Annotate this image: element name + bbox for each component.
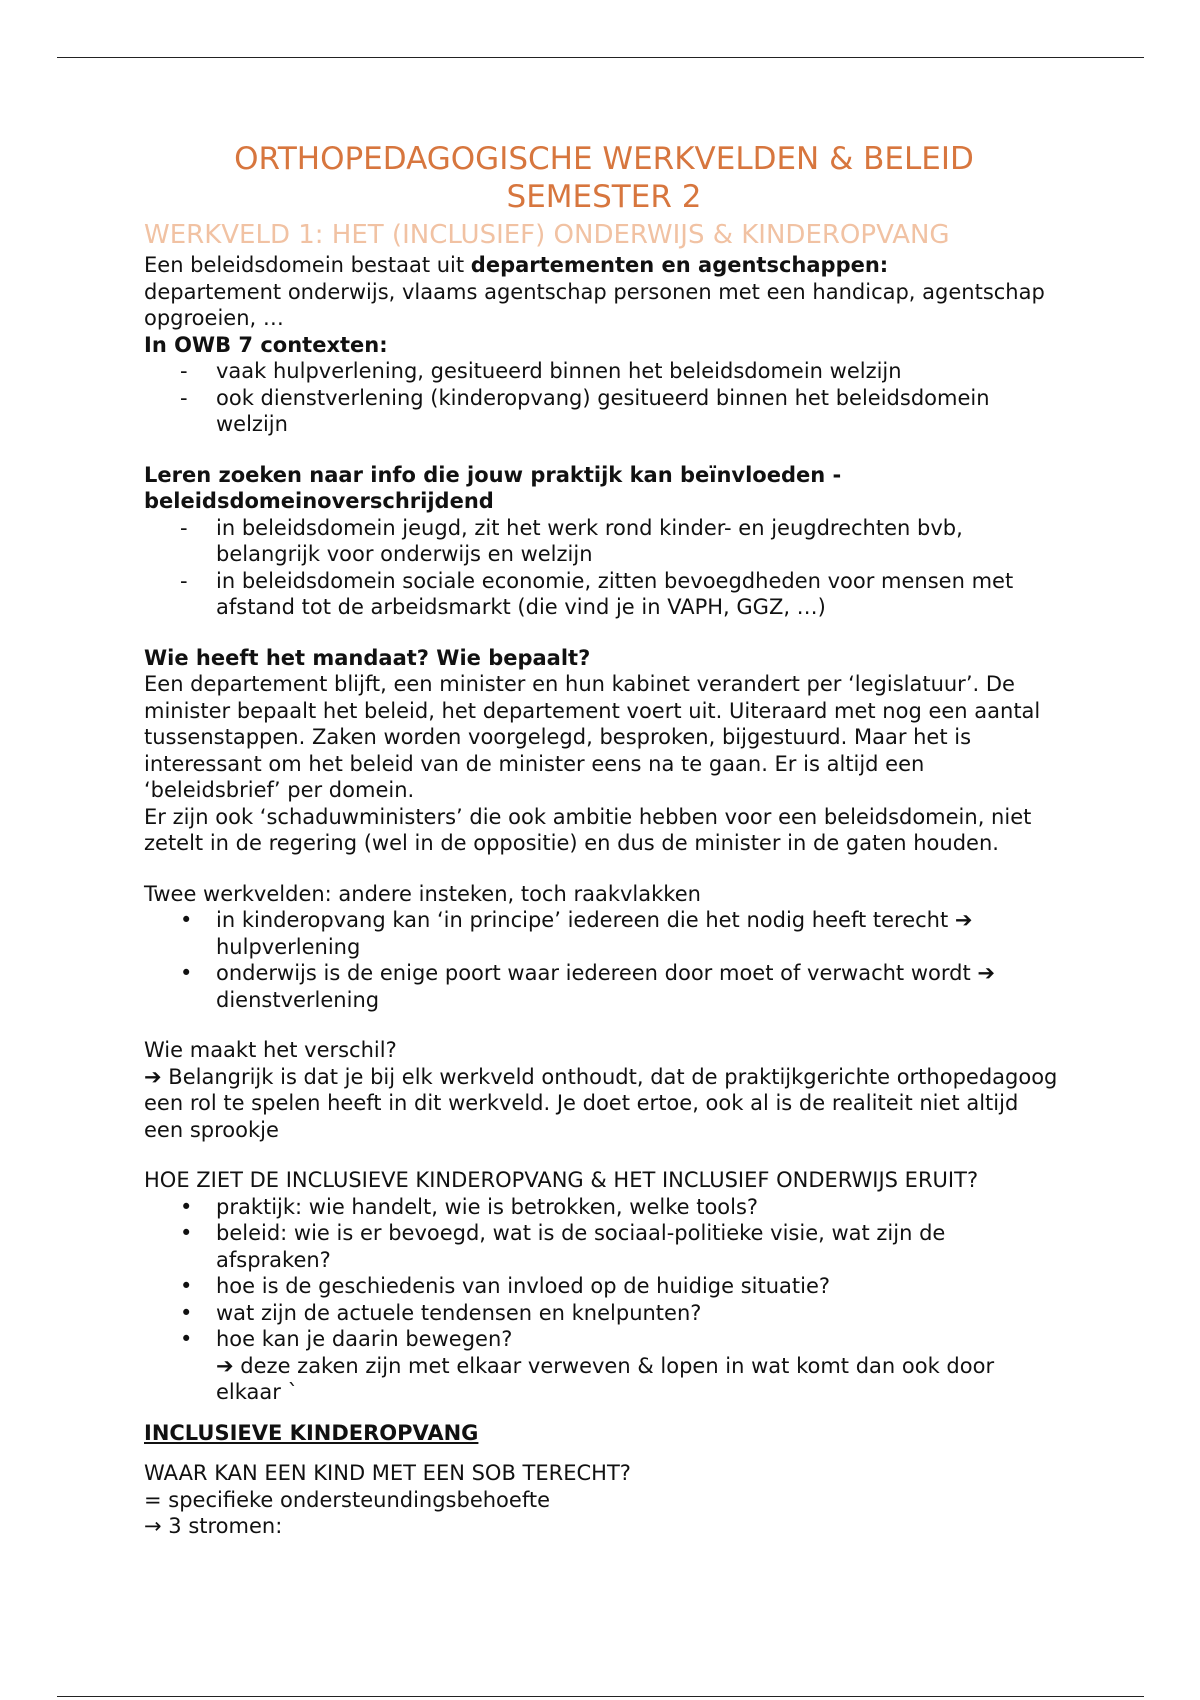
dash-marker: -	[180, 568, 188, 593]
list-item: • praktijk: wie handelt, wie is betrokken, welke tools?	[180, 1194, 759, 1219]
mandate-heading: Wie heeft het mandaat? Wie bepaalt?	[144, 645, 591, 670]
dash-marker: -	[180, 515, 188, 540]
list-item: - in beleidsdomein sociale economie, zitten bevoegdheden voor mensen met afstand tot de arbeidsmarkt (die vind je in VAPH, GGZ, …)	[180, 568, 1014, 619]
arrow-icon: ➔	[144, 1064, 162, 1089]
arrow-icon: ➔	[954, 908, 973, 932]
page-top-rule	[57, 57, 1144, 58]
info-search-list	[144, 515, 1064, 621]
mandate-paragraph-2: Er zijn ook ‘schaduwministers’ die ook ambitie hebben voor een beleidsdomein, niet zetelt in de regering (wel in de oppositie) en dus de minister in de gaten houden.	[144, 804, 1032, 855]
bullet-marker: •	[180, 908, 193, 932]
two-fields-intro: Twee werkvelden: andere insteken, toch raakvlakken	[144, 881, 701, 906]
inclusive-list	[144, 1194, 1064, 1406]
bullet-marker: •	[180, 1274, 193, 1298]
dash-marker: -	[180, 385, 188, 410]
sob-definition: = specifieke ondersteundingsbehoefte	[144, 1487, 551, 1512]
inclusive-heading: HOE ZIET DE INCLUSIEVE KINDEROPVANG & HET INCLUSIEF ONDERWIJS ERUIT?	[144, 1168, 979, 1192]
list-item: - in beleidsdomein jeugd, zit het werk rond kinder- en jeugdrechten bvb, belangrijk voor onderwijs en welzijn	[180, 515, 963, 566]
arrow-icon: ➔	[216, 1353, 234, 1378]
list-item: • wat zijn de actuele tendensen en knelpunten?	[180, 1300, 702, 1325]
list-item: - vaak hulpverlening, gesitueerd binnen het beleidsdomein welzijn	[180, 359, 902, 383]
list-item: • in kinderopvang kan ‘in principe’ iedereen die het nodig heeft terecht ➔ hulpverlening	[180, 908, 973, 959]
document-body	[144, 140, 1064, 1540]
arrow-icon: ➔	[977, 961, 995, 985]
bullet-marker: •	[180, 1194, 193, 1219]
list-item: • onderwijs is de enige poort waar iedereen door moet of verwacht wordt ➔ dienstverlening	[180, 961, 995, 1012]
kinderopvang-heading: INCLUSIEVE KINDEROPVANG	[144, 1420, 479, 1445]
mandate-paragraph-1: Een departement blijft, een minister en hun kabinet verandert per ‘legislatuur’. De minister bepaalt het beleid, het departement voert uit. Uiteraard met nog een aantal tussenstappen. Zaken worden voorgelegd, besproken, bijgestuurd. Maar het is interessant om het beleid van de minister eens na te gaan. Er is altijd een ‘beleidsbrief’ per domein.	[144, 672, 1041, 802]
owb-contexts-list	[144, 358, 1064, 438]
bullet-marker: •	[180, 1327, 193, 1351]
page-bottom-rule	[57, 1696, 1144, 1697]
list-item: • hoe is de geschiedenis van invloed op de huidige situatie?	[180, 1274, 831, 1298]
sob-question: WAAR KAN EEN KIND MET EEN SOB TERECHT?	[144, 1461, 631, 1485]
bullet-marker: •	[180, 1221, 193, 1245]
beleidsdomein-intro: Een beleidsdomein bestaat uit departementen en agentschappen: departement onderwijs, vlaams agentschap personen met een handicap, agentschap opgroeien, …	[144, 253, 1045, 330]
document-title: ORTHOPEDAGOGISCHE WERKVELDEN & BELEID SEMESTER 2	[234, 141, 974, 215]
streams-line: → 3 stromen:	[144, 1514, 283, 1538]
difference-question: Wie maakt het verschil?	[144, 1038, 397, 1062]
owb-contexts-heading: In OWB 7 contexten:	[144, 332, 388, 357]
list-item: • hoe kan je daarin bewegen? ➔ deze zaken zijn met elkaar verweven & lopen in wat komt dan ook door elkaar `	[180, 1327, 995, 1404]
bullet-marker: •	[180, 961, 193, 985]
dash-marker: -	[180, 359, 188, 383]
list-item: • beleid: wie is er bevoegd, wat is de sociaal-politieke visie, wat zijn de afspraken?	[180, 1221, 946, 1272]
info-search-heading: Leren zoeken naar info die jouw praktijk kan beïnvloeden - beleidsdomeinoverschrijdend	[144, 462, 842, 513]
two-fields-list	[144, 907, 1064, 1013]
list-item: - ook dienstverlening (kinderopvang) gesitueerd binnen het beleidsdomein welzijn	[180, 385, 990, 436]
bullet-marker: •	[180, 1300, 193, 1325]
arrow-icon: →	[144, 1514, 162, 1538]
difference-answer: ➔ Belangrijk is dat je bij elk werkveld onthoudt, dat de praktijkgerichte orthopedagoog een rol te spelen heeft in dit werkveld. Je doet ertoe, ook al is de realiteit niet altijd een sprookje	[144, 1064, 1058, 1142]
section-subtitle: WERKVELD 1: HET (INCLUSIEF) ONDERWIJS & KINDEROPVANG	[144, 220, 950, 250]
